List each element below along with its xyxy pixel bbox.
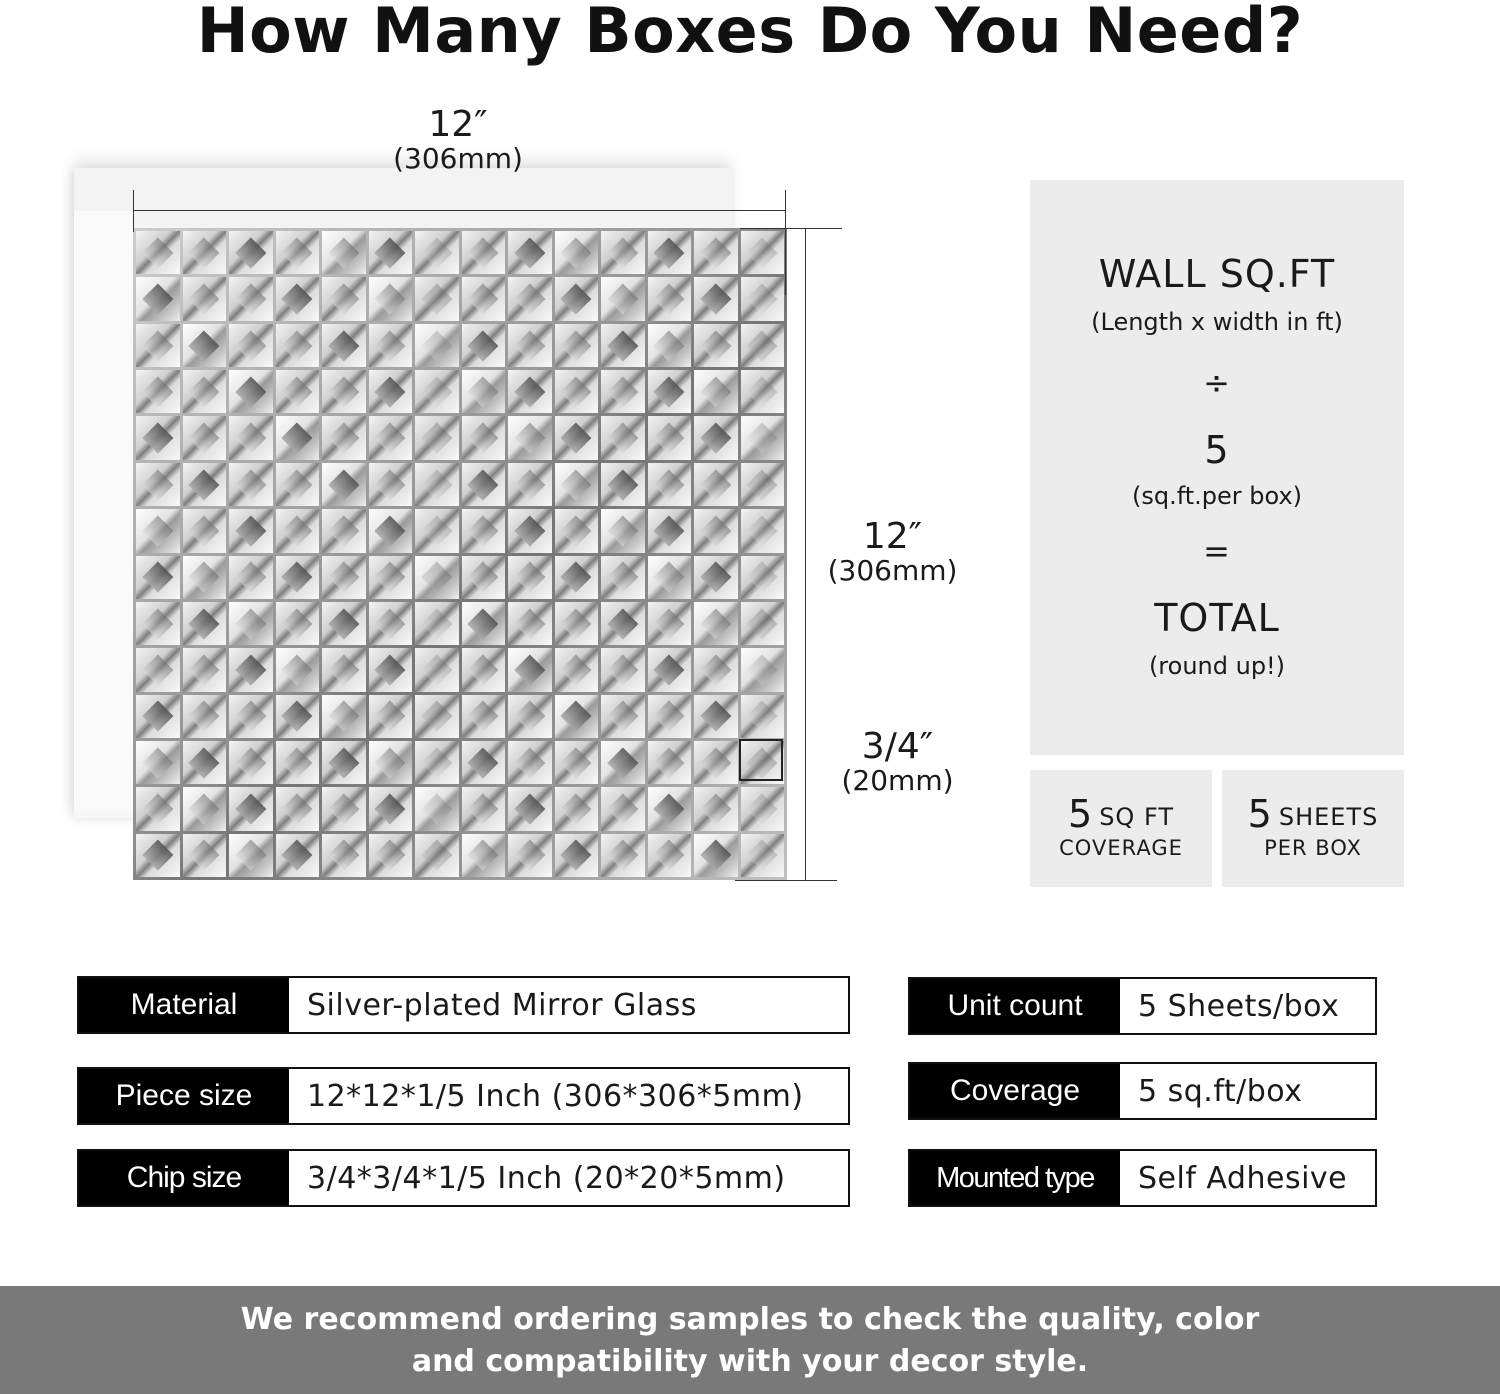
mirror-chip: [136, 834, 180, 877]
total-label: TOTAL: [1154, 596, 1280, 640]
mirror-chip: [229, 695, 273, 738]
mirror-chip: [136, 556, 180, 599]
mirror-chip: [369, 834, 413, 877]
banner-line-1: We recommend ordering samples to check the quality, color: [240, 1302, 1260, 1337]
mirror-chip: [601, 463, 645, 506]
mirror-chip: [555, 741, 599, 784]
mirror-chip: [415, 277, 459, 320]
mirror-chip: [322, 648, 366, 691]
mirror-chip: [694, 416, 738, 459]
mirror-chip: [322, 556, 366, 599]
mirror-chip: [415, 695, 459, 738]
spec-key: Mounted type: [910, 1151, 1120, 1205]
mirror-chip: [648, 741, 692, 784]
spec-value: Silver-plated Mirror Glass: [307, 987, 697, 1023]
mirror-chip: [415, 834, 459, 877]
spec-row-coverage: [908, 1062, 1377, 1120]
mirror-chip: [229, 509, 273, 552]
mirror-chip: [183, 648, 227, 691]
width-inches: 12″: [428, 104, 488, 145]
mirror-chip: [322, 463, 366, 506]
mirror-chip: [322, 695, 366, 738]
mirror-chip: [369, 556, 413, 599]
mirror-chip: [322, 834, 366, 877]
mirror-chip: [369, 324, 413, 367]
mirror-chip: [369, 602, 413, 645]
mirror-chip: [369, 509, 413, 552]
mirror-chip: [183, 463, 227, 506]
mirror-chip: [694, 463, 738, 506]
mirror-chip: [276, 416, 320, 459]
mirror-chip: [136, 602, 180, 645]
mirror-chip: [648, 463, 692, 506]
mirror-chip: [322, 741, 366, 784]
chip-millimeters: (20mm): [841, 764, 954, 797]
mirror-chip: [508, 556, 552, 599]
mirror-chip: [369, 416, 413, 459]
spec-value: 3/4*3/4*1/5 Inch (20*20*5mm): [307, 1160, 786, 1196]
mirror-chip: [183, 834, 227, 877]
sample-recommendation-banner: [0, 1286, 1500, 1394]
mirror-chip: [136, 787, 180, 830]
sheets-badge: [1222, 770, 1404, 887]
mirror-chip: [508, 324, 552, 367]
mirror-chip: [508, 509, 552, 552]
height-millimeters: (306mm): [827, 554, 958, 587]
mirror-chip: [322, 324, 366, 367]
mirror-chip: [508, 602, 552, 645]
mirror-chip: [229, 834, 273, 877]
mirror-chip: [741, 834, 785, 877]
mirror-chip: [741, 370, 785, 413]
mirror-chip: [462, 370, 506, 413]
mirror-chip: [648, 509, 692, 552]
mirror-chip: [229, 741, 273, 784]
coverage-number: 5: [1068, 792, 1094, 836]
mirror-chip: [555, 787, 599, 830]
height-label: [800, 518, 985, 586]
mirror-chip: [229, 416, 273, 459]
mirror-chip: [369, 277, 413, 320]
mirror-chip: [136, 277, 180, 320]
mirror-chip: [508, 231, 552, 274]
mirror-chip: [601, 556, 645, 599]
mirror-chip: [276, 602, 320, 645]
mirror-chip: [648, 648, 692, 691]
mirror-chip: [369, 463, 413, 506]
mirror-chip: [229, 787, 273, 830]
mirror-chip: [555, 648, 599, 691]
mosaic-chips: [133, 228, 787, 880]
mirror-chip: [508, 834, 552, 877]
spec-key: Piece size: [79, 1069, 289, 1123]
mirror-chip: [694, 695, 738, 738]
mirror-chip: [508, 416, 552, 459]
mirror-chip: [415, 370, 459, 413]
spec-key: Coverage: [910, 1064, 1120, 1118]
mirror-chip: [601, 231, 645, 274]
mirror-chip: [741, 602, 785, 645]
mirror-chip: [183, 741, 227, 784]
mirror-chip: [648, 277, 692, 320]
spec-row-material: [77, 976, 850, 1034]
mirror-chip: [183, 370, 227, 413]
mirror-chip: [183, 787, 227, 830]
mirror-chip: [648, 602, 692, 645]
mirror-chip: [601, 416, 645, 459]
mirror-chip: [462, 463, 506, 506]
sheets-number: 5: [1247, 792, 1273, 836]
sheets-caption: PER BOX: [1264, 836, 1362, 860]
height-tick-bottom: [735, 880, 837, 881]
mirror-chip: [694, 787, 738, 830]
mirror-chip: [183, 324, 227, 367]
mirror-chip: [229, 370, 273, 413]
mirror-chip: [462, 416, 506, 459]
mirror-chip: [741, 416, 785, 459]
sheets-unit: SHEETS: [1278, 803, 1379, 831]
mirror-chip: [415, 324, 459, 367]
mirror-chip: [508, 277, 552, 320]
spec-value: 12*12*1/5 Inch (306*306*5mm): [307, 1078, 804, 1114]
mirror-chip: [369, 231, 413, 274]
mirror-chip: [741, 231, 785, 274]
mirror-chip: [369, 695, 413, 738]
mirror-chip: [462, 231, 506, 274]
equals-sign: =: [1203, 532, 1231, 570]
mirror-chip: [229, 648, 273, 691]
backing-edge: [74, 211, 134, 811]
mirror-chip: [741, 277, 785, 320]
width-tick-right: [785, 190, 786, 295]
mirror-chip: [648, 834, 692, 877]
mirror-chip: [648, 231, 692, 274]
mirror-chip: [601, 370, 645, 413]
mirror-chip: [229, 602, 273, 645]
mirror-chip: [694, 324, 738, 367]
mirror-chip: [183, 231, 227, 274]
mirror-chip: [555, 602, 599, 645]
mirror-chip: [555, 416, 599, 459]
mirror-chip: [601, 509, 645, 552]
mirror-chip: [229, 463, 273, 506]
mirror-chip: [415, 741, 459, 784]
mirror-chip: [462, 324, 506, 367]
mirror-chip: [555, 231, 599, 274]
mirror-chip: [601, 324, 645, 367]
mirror-chip: [183, 602, 227, 645]
mirror-chip: [136, 231, 180, 274]
mirror-chip: [508, 648, 552, 691]
mirror-chip: [601, 648, 645, 691]
mirror-chip: [229, 324, 273, 367]
mirror-chip: [136, 463, 180, 506]
mirror-chip: [648, 370, 692, 413]
width-tick-left: [133, 190, 134, 232]
page-title: How Many Boxes Do You Need?: [196, 0, 1304, 67]
mirror-chip: [508, 370, 552, 413]
mirror-chip: [462, 741, 506, 784]
coverage-unit: SQ FT: [1099, 803, 1174, 831]
mirror-chip: [276, 834, 320, 877]
mirror-chip: [508, 695, 552, 738]
mirror-chip: [555, 324, 599, 367]
spec-value: 5 Sheets/box: [1138, 988, 1340, 1024]
total-hint: (round up!): [1148, 652, 1286, 680]
mirror-chip: [648, 695, 692, 738]
mirror-chip: [136, 648, 180, 691]
mirror-chip: [555, 695, 599, 738]
height-tick-top: [740, 228, 842, 229]
mirror-chip: [136, 370, 180, 413]
mirror-chip: [694, 370, 738, 413]
mirror-chip: [462, 556, 506, 599]
mirror-chip: [694, 556, 738, 599]
chip-inches: 3/4″: [861, 726, 934, 767]
chip-size-marker: [739, 739, 783, 781]
mirror-chip: [648, 556, 692, 599]
mirror-chip: [322, 277, 366, 320]
mirror-chip: [741, 509, 785, 552]
mirror-chip: [508, 787, 552, 830]
mirror-chip: [183, 695, 227, 738]
divisor-value: 5: [1204, 428, 1230, 472]
mirror-chip: [462, 695, 506, 738]
height-inches: 12″: [862, 516, 923, 557]
mirror-chip: [136, 695, 180, 738]
mirror-chip: [415, 416, 459, 459]
mosaic-tile-sheet: [133, 228, 787, 880]
chip-label: [805, 728, 990, 796]
mirror-chip: [136, 509, 180, 552]
spec-row-mounted-type: [908, 1149, 1377, 1207]
width-millimeters: (306mm): [393, 142, 523, 175]
mirror-chip: [741, 787, 785, 830]
mirror-chip: [508, 741, 552, 784]
box-calculation-panel: [1030, 180, 1404, 755]
mirror-chip: [601, 602, 645, 645]
mirror-chip: [462, 787, 506, 830]
mirror-chip: [415, 463, 459, 506]
mirror-chip: [601, 695, 645, 738]
mirror-chip: [415, 602, 459, 645]
mirror-chip: [276, 370, 320, 413]
mirror-chip: [741, 695, 785, 738]
mirror-chip: [229, 231, 273, 274]
spec-row-chip-size: [77, 1149, 850, 1207]
mirror-chip: [415, 231, 459, 274]
mirror-chip: [741, 463, 785, 506]
wall-sqft-label: WALL SQ.FT: [1098, 252, 1336, 296]
mirror-chip: [462, 509, 506, 552]
mirror-chip: [694, 277, 738, 320]
mirror-chip: [415, 556, 459, 599]
mirror-chip: [276, 463, 320, 506]
spec-value: 5 sq.ft/box: [1138, 1073, 1303, 1109]
wall-sqft-hint: (Length x width in ft): [1091, 308, 1343, 336]
divide-sign: ÷: [1203, 364, 1231, 402]
mirror-chip: [322, 231, 366, 274]
mirror-chip: [183, 277, 227, 320]
mirror-chip: [741, 648, 785, 691]
mirror-chip: [276, 277, 320, 320]
mirror-chip: [369, 370, 413, 413]
mirror-chip: [229, 556, 273, 599]
mirror-chip: [276, 231, 320, 274]
mirror-chip: [276, 509, 320, 552]
mirror-chip: [276, 741, 320, 784]
mirror-chip: [415, 509, 459, 552]
mirror-chip: [183, 509, 227, 552]
divisor-hint: (sq.ft.per box): [1131, 482, 1303, 510]
width-dimension-line: [133, 210, 785, 211]
mirror-chip: [136, 741, 180, 784]
mirror-chip: [694, 741, 738, 784]
mirror-chip: [276, 787, 320, 830]
mirror-chip: [555, 509, 599, 552]
mirror-chip: [276, 324, 320, 367]
mirror-chip: [648, 324, 692, 367]
coverage-badge: [1030, 770, 1212, 887]
spec-key: Unit count: [910, 979, 1120, 1033]
mirror-chip: [601, 277, 645, 320]
mirror-chip: [648, 787, 692, 830]
mirror-chip: [369, 787, 413, 830]
mirror-chip: [462, 602, 506, 645]
width-label: [358, 106, 558, 174]
mirror-chip: [136, 324, 180, 367]
mirror-chip: [648, 416, 692, 459]
mirror-chip: [694, 509, 738, 552]
mirror-chip: [276, 648, 320, 691]
mirror-chip: [322, 509, 366, 552]
spec-key: Chip size: [79, 1151, 289, 1205]
mirror-chip: [694, 602, 738, 645]
mirror-chip: [555, 277, 599, 320]
mirror-chip: [555, 370, 599, 413]
mirror-chip: [369, 648, 413, 691]
mirror-chip: [415, 648, 459, 691]
mirror-chip: [601, 741, 645, 784]
mirror-chip: [555, 834, 599, 877]
mirror-chip: [694, 834, 738, 877]
mirror-chip: [136, 416, 180, 459]
mirror-chip: [415, 787, 459, 830]
mirror-chip: [555, 556, 599, 599]
mirror-chip: [741, 324, 785, 367]
mirror-chip: [508, 463, 552, 506]
mirror-chip: [322, 416, 366, 459]
mirror-chip: [229, 277, 273, 320]
spec-row-unit-count: [908, 977, 1377, 1035]
mirror-chip: [322, 370, 366, 413]
mirror-chip: [276, 695, 320, 738]
mirror-chip: [741, 556, 785, 599]
mirror-chip: [601, 834, 645, 877]
mirror-chip: [462, 834, 506, 877]
spec-row-piece-size: [77, 1067, 850, 1125]
mirror-chip: [183, 416, 227, 459]
mirror-chip: [462, 277, 506, 320]
mirror-chip: [601, 787, 645, 830]
mirror-chip: [322, 602, 366, 645]
mirror-chip: [276, 556, 320, 599]
mirror-chip: [694, 648, 738, 691]
mirror-chip: [183, 556, 227, 599]
mirror-chip: [694, 231, 738, 274]
coverage-caption: COVERAGE: [1059, 836, 1183, 860]
spec-key: Material: [79, 978, 289, 1032]
spec-value: Self Adhesive: [1138, 1160, 1348, 1196]
mirror-chip: [322, 787, 366, 830]
mirror-chip: [462, 648, 506, 691]
mirror-chip: [555, 463, 599, 506]
banner-line-2: and compatibility with your decor style.: [411, 1344, 1089, 1379]
mirror-chip: [369, 741, 413, 784]
